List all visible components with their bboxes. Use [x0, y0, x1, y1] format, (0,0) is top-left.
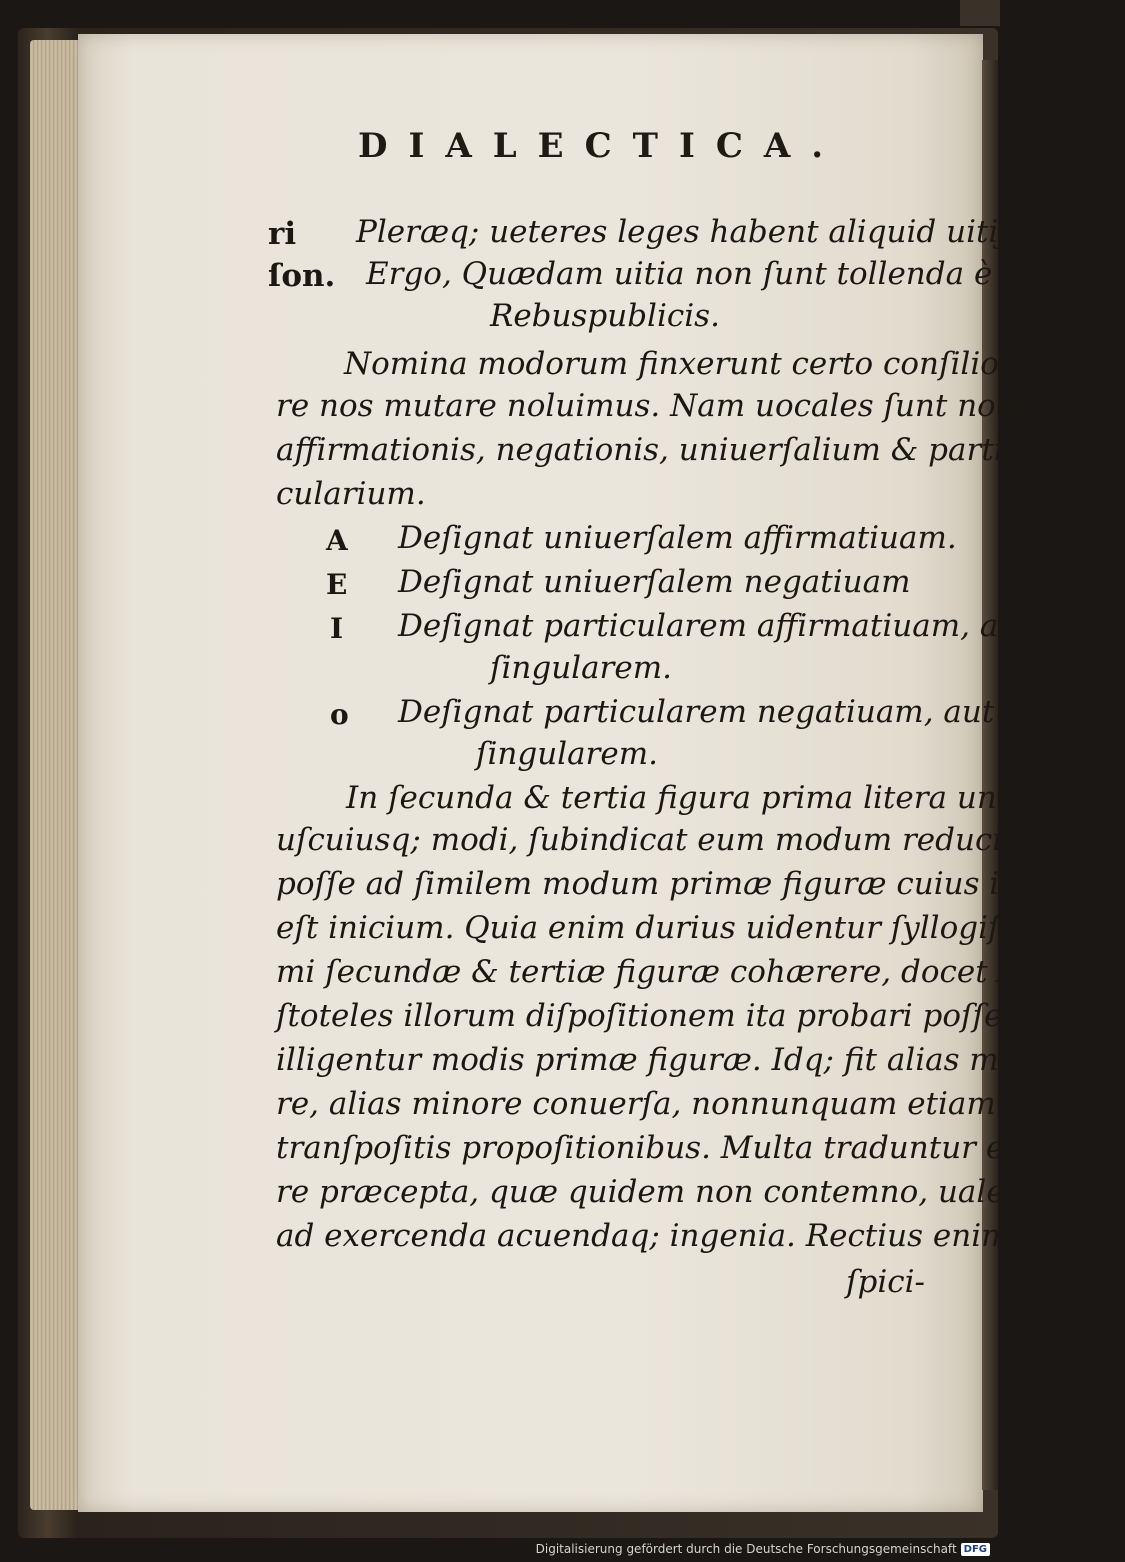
text-line: eſt inicium. Quia enim durius uidentur ſyllogiſ- — [276, 910, 1010, 946]
text-line: re præcepta, quæ quidem non contemno, ualent enim — [276, 1174, 1125, 1210]
margin-note: ri — [268, 216, 297, 252]
footer-credit: Digitalisierung gefördert durch die Deutsche Forschungsgemeinschaft — [535, 1542, 957, 1556]
vowel-description: Deſignat uniuerſalem negatiuam — [398, 564, 911, 600]
text-line: ſtoteles illorum diſpoſitionem ita probari poſſe, ſi — [276, 998, 1044, 1034]
vowel-letter: E — [326, 568, 348, 601]
text-line: ad exercenda acuendaq; ingenia. Rectius enim per — [276, 1218, 1074, 1254]
dfg-logo-icon: DFG — [961, 1543, 990, 1556]
text-line: In ſecunda & tertia figura prima litera uni- — [346, 780, 1018, 816]
vowel-description-cont: ſingularem. — [476, 736, 658, 772]
text-line: Pleræq; ueteres leges habent aliquid uitij, — [356, 214, 1018, 250]
text-line: Ergo, Quædam uitia non ſunt tollenda è — [366, 256, 993, 292]
margin-note: ſon. — [268, 258, 336, 294]
catchword: ſpici- — [846, 1264, 925, 1300]
vowel-description: Deſignat particularem negatiuam, aut — [398, 694, 995, 730]
text-line: mi ſecundæ & tertiæ figuræ cohærere, docet Ari- — [276, 954, 1056, 990]
text-line: Rebuspublicis. — [490, 298, 720, 334]
running-title: DIALECTICA. — [358, 126, 845, 166]
vowel-description: Deſignat uniuerſalem affirmatiuam. — [398, 520, 957, 556]
text-line: illigentur modis primæ figuræ. Idq; fit alias maio- — [276, 1042, 1057, 1078]
text-line: re nos mutare noluimus. Nam uocales ſunt notæ — [276, 388, 1038, 424]
text-line: tranſpoſitis propoſitionibus. Multa traduntur ea de — [276, 1130, 1071, 1166]
vowel-letter: I — [330, 612, 344, 645]
text-line: uſcuiusq; modi, ſubindicat eum modum reduci — [276, 822, 1003, 858]
text-line: Nomina modorum finxerunt certo conſilio, qua — [344, 346, 1077, 382]
text-line: affirmationis, negationis, uniuerſalium & parti — [276, 432, 1004, 468]
text-line: cularium. — [276, 476, 426, 512]
vowel-description: Deſignat particularem affirmatiuam, aut — [398, 608, 1031, 644]
vowel-description-cont: ſingularem. — [490, 650, 672, 686]
vowel-letter: o — [330, 698, 349, 731]
text-line: poſſe ad ſimilem modum primæ figuræ cuius idem — [276, 866, 1067, 902]
digitization-footer — [536, 1538, 990, 1560]
vowel-letter: A — [326, 524, 348, 557]
text-line: re, alias minore conuerſa, nonnunquam etiam — [276, 1086, 996, 1122]
